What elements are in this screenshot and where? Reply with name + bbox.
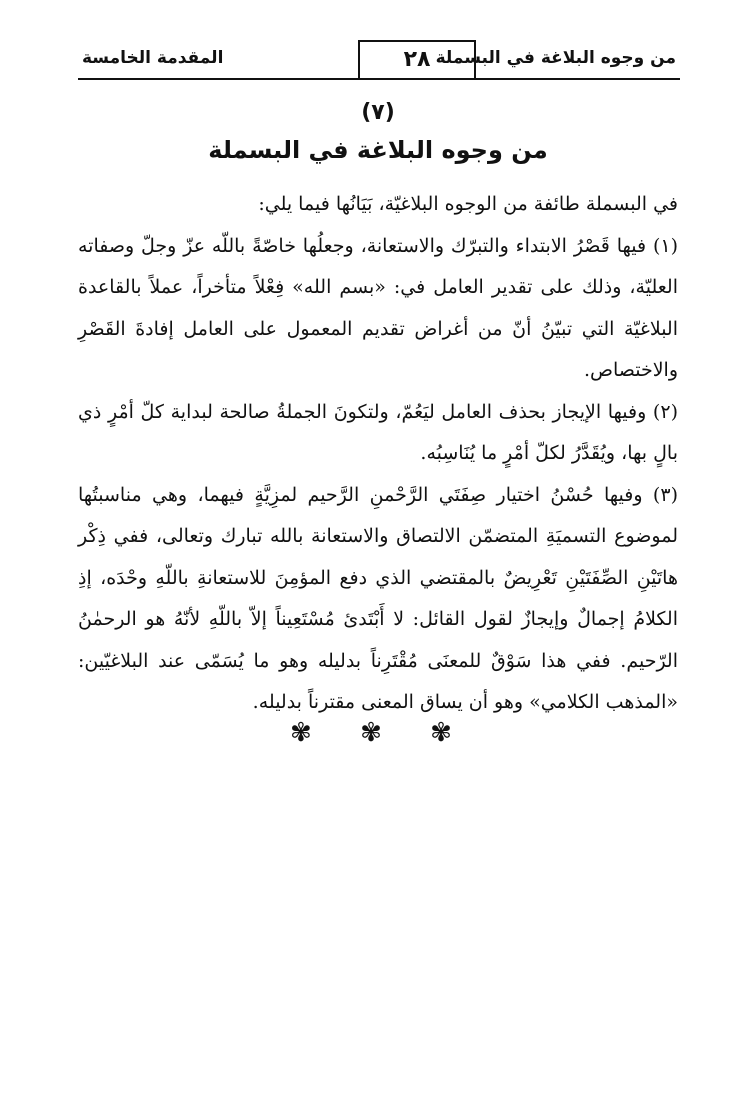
running-title: من وجوه البلاغة في البسملة (435, 48, 676, 68)
section-number: (٧) (361, 100, 395, 125)
flower-ornament-icon: ✾ (360, 718, 396, 748)
paragraph-point-1: (١) فيها قَصْرُ الابتداء والتبرّك والاستعانة، وجعلُها خاصّةً باللّه عزّ وجلّ وصفاته العليّة، وذلك على تقدير العامل في: «بسم الله» فِعْلاً متأخراً، عملاً بالقاعدة البلاغيّة التي تبيّنُ أنّ من أغراض تقديم المعمول على العامل إفادةَ القَصْرِ والاختصاص. (78, 234, 678, 381)
flower-ornament-icon: ✾ (430, 718, 466, 748)
page-number: ٢٨ (358, 40, 476, 78)
section-name: المقدمة الخامسة (82, 48, 224, 68)
paragraph-point-2: (٢) وفيها الإيجاز بحذف العامل ليَعُمّ، ولتكونَ الجملةُ صالحة لبداية كلّ أمْرٍ ذي بالٍ بها، ويُقَدَّرُ لكلّ أمْرٍ ما يُنَاسِبُه. (78, 400, 678, 464)
section-end-ornaments (0, 718, 756, 748)
flower-ornament-icon: ✾ (290, 718, 326, 748)
running-header (78, 40, 680, 80)
paragraph-intro: في البسملة طائفة من الوجوه البلاغيّة، بَيَانُها فيما يلي: (258, 193, 678, 215)
section-title: من وجوه البلاغة في البسملة (208, 136, 548, 164)
body-text (78, 184, 678, 724)
paragraph-point-3: (٣) وفيها حُسْنُ اختيار صِفَتَي الرَّحْمنِ الرَّحيم لمزِيَّةٍ فيهما، وهي مناسبتُها لموضوع التسميَةِ المتضمّن الالتصاق والاستعانة بالله تبارك وتعالى، ففي ذِكْر هاتَيْنِ الصِّفَتَيْنِ تَعْرِيضٌ بالمقتضي الذي دفع المؤمِنَ للاستعانةِ باللّهِ وحْدَه، إذِ الكلامُ إجمالٌ وإيجازٌ لقول القائل: لا أَبْتَدئ مُسْتَعِيناً إلاّ باللّهِ لأنّهُ هو الرحمٰنُ الرّحيم. ففي هذا سَوْقٌ للمعنَى مُقْتَرِناً بدليله وهو ما يُسَمّى عند البلاغيّين: «المذهب الكلامي» وهو أن يساق المعنى مقترناً بدليله. (78, 483, 678, 713)
